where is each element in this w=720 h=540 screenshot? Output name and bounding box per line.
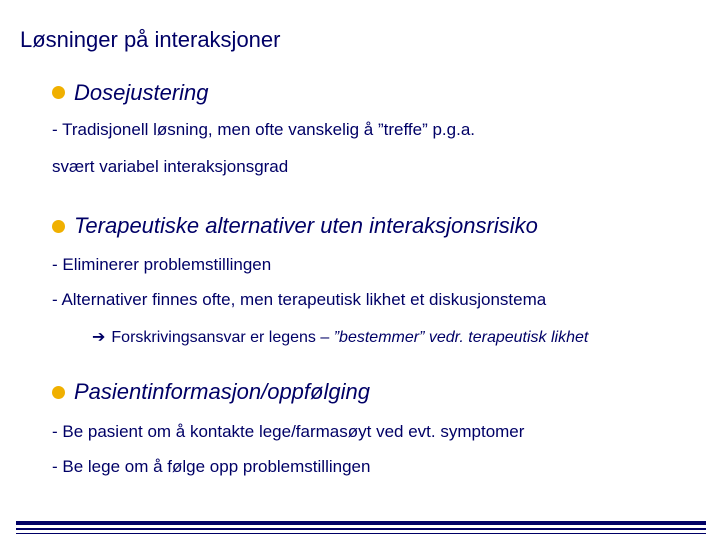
- section-line: - Be pasient om å kontakte lege/farmasøyt ved evt. symptomer: [52, 422, 525, 441]
- footer-rule-thin: [16, 533, 706, 534]
- section-line: - Be lege om å følge opp problemstillingen: [52, 457, 371, 476]
- section-heading-pasientinformasjon: Pasientinformasjon/oppfølging: [74, 379, 370, 404]
- section-line: - Alternativer finnes ofte, men terapeutisk likhet et diskusjonstema: [52, 290, 547, 309]
- footer-rule-thick: [16, 521, 706, 525]
- arrow-note: [92, 327, 588, 347]
- arrow-right-icon: ➔: [92, 329, 106, 346]
- slide-title: Løsninger på interaksjoner: [20, 27, 281, 52]
- section-heading-terapeutiske-alternativer: Terapeutiske alternativer uten interaksjonsrisiko: [74, 213, 538, 238]
- footer-rule-middle: [16, 528, 706, 530]
- arrow-note-emphasis: ”bestemmer” vedr. terapeutisk likhet: [333, 329, 589, 346]
- section-line: - Eliminerer problemstillingen: [52, 255, 272, 274]
- section-heading-dosejustering: Dosejustering: [74, 80, 209, 105]
- bullet-icon: [52, 220, 65, 233]
- section-line: svært variabel interaksjonsgrad: [52, 157, 289, 176]
- arrow-note-prefix: Forskrivingsansvar er legens –: [111, 329, 334, 346]
- section-line: - Tradisjonell løsning, men ofte vanskelig å ”treffe” p.g.a.: [52, 120, 475, 139]
- bullet-icon: [52, 86, 65, 99]
- bullet-icon: [52, 386, 65, 399]
